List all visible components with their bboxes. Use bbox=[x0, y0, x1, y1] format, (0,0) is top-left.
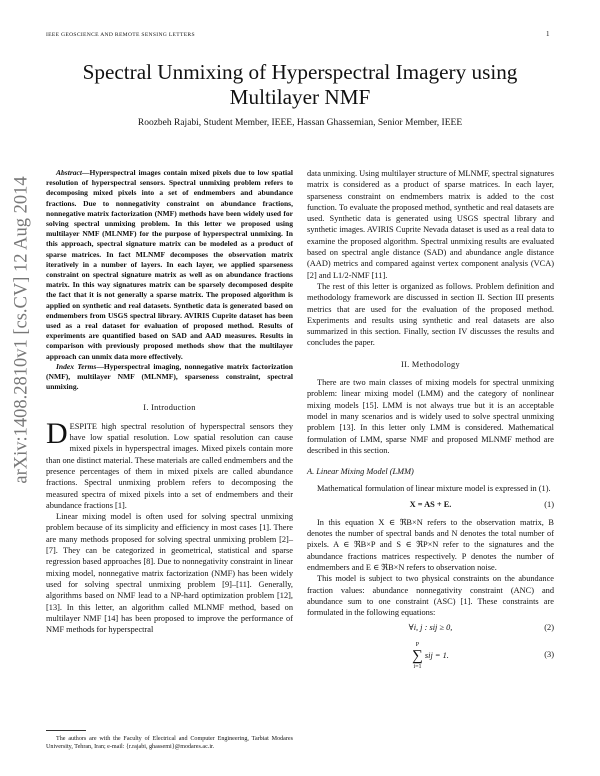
right-column bbox=[307, 168, 554, 673]
sum-lower-limit: i=1 bbox=[413, 664, 422, 671]
equation-3 bbox=[307, 640, 554, 670]
equation-1 bbox=[307, 498, 554, 514]
lmm-paragraph-2: In this equation X ∈ ℜB×N refers to the observation matrix, B denotes the number of spectral bands and N denotes the total number of pixels. A ∈ ℜB×P and S ∈ ℜP×N refer to the signatures and the abundance fractions matrices respectively. P denotes the number of endmembers and E ∈ ℜB×N refers to observation noise. bbox=[307, 517, 554, 572]
equation-1-number: (1) bbox=[544, 499, 554, 509]
intro-paragraph-1-text: ESPITE high spectral resolution of hyperspectral sensors they have low spatial resolution. Low spatial resolution can cause mixed pixels in hyperspectral images. Mixed pixels contain more than one distinct material. These materials are called endmembers and the presence percentages of them in mixed pixels are called abundance fractions. Spectral unmixing problem refers to decomposing the measured spectra of mixed pixels into a set of endmembers and their abundance fractions [1]. bbox=[46, 421, 293, 510]
subsection-heading-lmm: A. Linear Mixing Model (LMM) bbox=[307, 467, 414, 477]
lmm-paragraph-3: This model is subject to two physical constraints on the abundance fraction values: abundance nonnegativity constraint (ANC) and abundance sum to one constraint (ASC) [1]. These constraints are formulated in the following equations: bbox=[307, 574, 554, 618]
paper-title: Spectral Unmixing of Hyperspectral Imagery using Multilayer NMF bbox=[82, 60, 518, 109]
equation-3-number: (3) bbox=[544, 650, 554, 660]
footnote-rule bbox=[46, 730, 86, 731]
page-number: 1 bbox=[546, 30, 550, 38]
sigma-icon: ∑ bbox=[412, 648, 423, 665]
intro-paragraph-1 bbox=[46, 416, 293, 511]
index-terms-label: Index Terms bbox=[56, 361, 97, 371]
index-terms-text: —Hyperspectral imaging, nonnegative matrix factorization (NMF), multilayer NMF (MLNMF), sparseness constraint, spectral unmixing. bbox=[46, 361, 293, 392]
equation-3-body-wrap bbox=[307, 641, 554, 671]
equation-2-body: ∀i, j : sij ≥ 0, bbox=[408, 623, 453, 633]
footnote: The authors are with the Faculty of Electrical and Computer Engineering, Tarbiat Modares University, Tehran, Iran; e-mail: {r.rajabi, ghassemi}@modares.ac.ir. bbox=[46, 736, 293, 750]
methodology-paragraph: There are two main classes of mixing models for spectral unmixing problem: linear mixing model (LMM) and the category of nonlinear mixing models [15]. LMM is not always true but it is an acceptable model in many scenarios and is widely used to solve spectral unmixing problem [13]. In this letter only LMM is considered. Mathematical formulation of LMM, sparse NMF and proposed MLNMF method are described in this section. bbox=[307, 378, 554, 455]
abstract-text: —Hyperspectral images contain mixed pixels due to low spatial resolution of hyperspectral sensors. Spectral unmixing problem refers to decomposing mixed pixels into a set of endmembers and abundance fractions. Due to nonnegativity constraint on abundance fractions, nonnegative matrix factorization (NMF) methods have been widely used for solving spectral unmixing problem. In this letter we proposed using multilayer NMF (MLNMF) for the purpose of hyperspectral unmixing. In this approach, spectral signature matrix can be modeled as a product of sparse matrices. In fact MLNMF decomposes the observation matrix iteratively in a number of layers. In each layer, we applied sparseness constraint on spectral signature matrix as well as on abundance fractions matrix. In this way signatures matrix can be sparsely decomposed despite the fact that it is not generally a sparse matrix. The proposed algorithm is applied on synthetic and real datasets. Synthetic data is generated based on endmembers from USGS spectral library. AVIRIS Cuprite dataset has been used as a real dataset for evaluation of proposed method. Results of experiments are quantified based on SAD and AAD measures. Results in comparison with previously proposed methods show that the multilayer approach can unmix data more effectively. bbox=[46, 168, 293, 361]
index-terms bbox=[46, 362, 293, 393]
arxiv-stamp bbox=[10, 165, 34, 495]
intro-paragraph-2: Linear mixing model is often used for solving spectral unmixing problem because of its simplicity and efficiency in most cases [1]. There are many methods proposed for solving spectral unmixing problem [2]–[7]. They can be categorized in geometrical, statistical and sparse regression based approaches [8]. Due to nonnegativity constraint in linear mixing model, nonnegative matrix factorization (NMF) has been widely used for solving spectral unmixing problem [9]–[11]. Generally, algorithms based on NMF lead to a NP-hard optimization problem [12], [13]. In this letter, an algorithm called MLNMF method, based on multilayer NMF [14] has been proposed to improve the performance of NMF methods for hyperspectral bbox=[46, 512, 293, 635]
abstract-label: Abstract bbox=[56, 168, 82, 177]
drop-cap: D bbox=[46, 416, 68, 450]
section-heading-introduction: I. Introduction bbox=[143, 403, 196, 413]
equation-1-body: X = AS + E. bbox=[409, 499, 452, 509]
left-column bbox=[46, 168, 293, 635]
sum-upper-limit: P bbox=[415, 642, 420, 649]
author-line: Roozbeh Rajabi, Student Member, IEEE, Hassan Ghassemian, Senior Member, IEEE bbox=[137, 118, 463, 128]
journal-header: IEEE GEOSCIENCE AND REMOTE SENSING LETTERS bbox=[46, 32, 195, 38]
intro-paragraph-3: data unmixing. Using multilayer structure of MLNMF, spectral signatures matrix is considered as a product of sparse matrices. In each layer, sparseness constraint on endmembers matrix is added to the cost function. To evaluate the proposed method, synthetic and real datasets are used. Synthetic data is generated using USGS spectral library and synthetic images. AVIRIS Cuprite Nevada dataset is used as a real data to examine the proposed algorithm. Spectral unmixing results are evaluated based on spectral angle distance (SAD) and abundance angle distance (AAD) metrics and compared against vertex component analysis (VCA) [2] and L1/2-NMF [11]. bbox=[307, 169, 554, 280]
intro-paragraph-4: The rest of this letter is organized as follows. Problem definition and methodology framework are discussed in section II. Section III presents metrics that are used for the evaluation of the proposed method. Experiments and results using synthetic and real datasets are also summarized in this section. Finally, section IV discusses the results and concludes the paper. bbox=[307, 281, 554, 348]
lmm-paragraph-1: Mathematical formulation of linear mixture model is expressed in (1). bbox=[317, 484, 551, 494]
summation-symbol bbox=[412, 641, 423, 671]
section-heading-methodology: II. Methodology bbox=[401, 359, 460, 369]
equation-3-body: sij = 1. bbox=[424, 651, 449, 661]
arxiv-stamp-text: arXiv:1408.2810v1 [cs.CV] 12 Aug 2014 bbox=[11, 176, 32, 484]
abstract bbox=[46, 168, 293, 362]
equation-2-number: (2) bbox=[544, 623, 554, 633]
equation-2 bbox=[307, 621, 554, 637]
